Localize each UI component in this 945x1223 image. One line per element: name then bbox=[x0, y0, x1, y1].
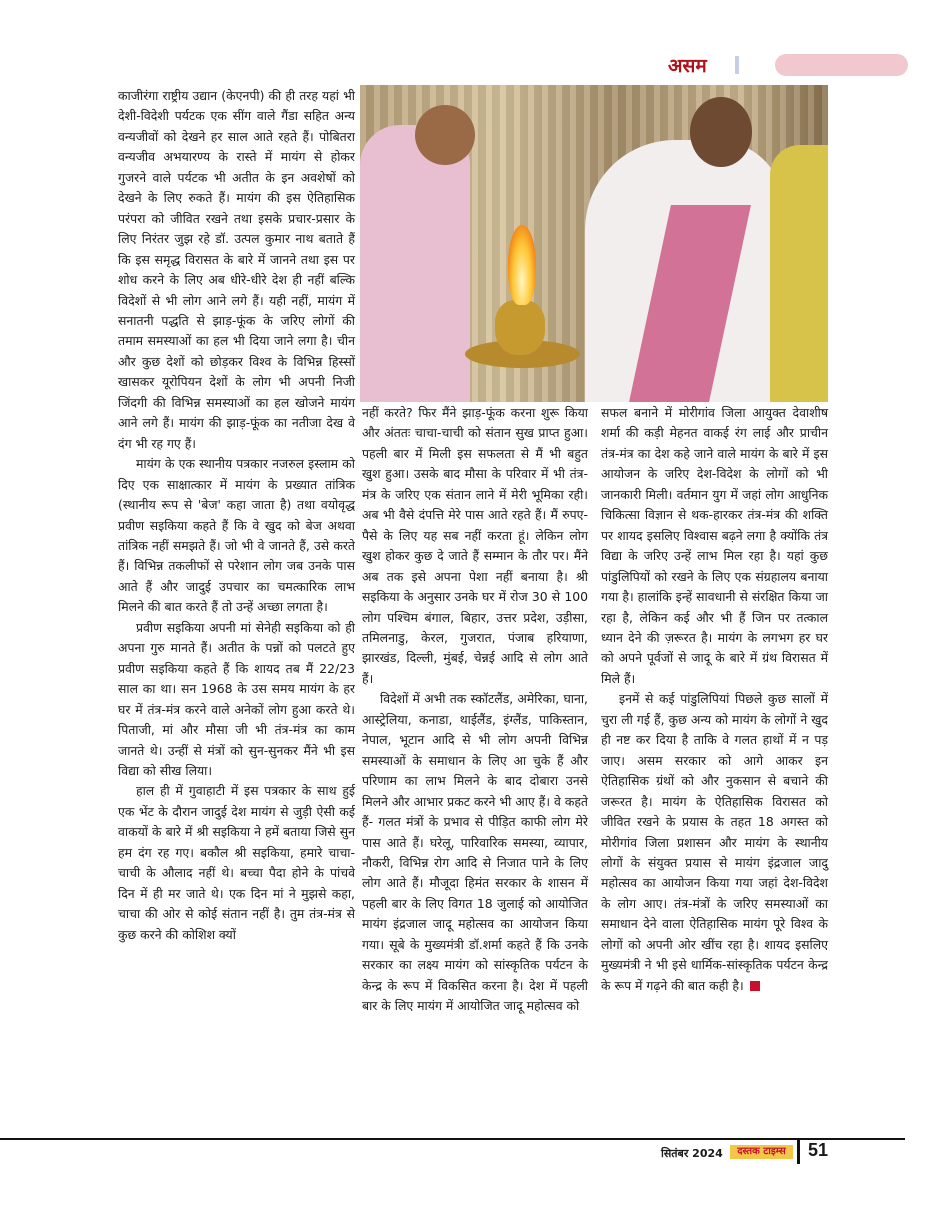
brass-lamp bbox=[495, 300, 545, 355]
paragraph: विदेशों में अभी तक स्कॉटलैंड, अमेरिका, घाना, आस्ट्रेलिया, कनाडा, थाईलैंड, इंग्लैंड, पाकिस्तान, नेपाल, भूटान आदि से भी लोग अपनी विभिन्न समस्याओं के समाधान के लिए आ चुके हैं और परिणाम का लाभ मिलने के बाद दोबारा उनसे मिलने और आभार प्रकट करने भी आए हैं। वे कहते हैं- गलत मंत्रों के प्रभाव से पीड़ित काफी लोग मेरे पास आते हैं। घरेलू, पारिवारिक समस्या, व्यापार, नौकरी, विभिन्न रोग आदि से निजात पाने के लिए लोग आते हैं। मौजूदा हिमंत सरकार के शासन में पहली बार के लिए विगत 18 जुलाई को आयोजित मायंग इंद्रजाल जादू महोत्सव का आयोजन किया गया। सूबे के मुख्यमंत्री डॉ.शर्मा कहते हैं कि उनके सरकार का लक्ष्य मायंग को सांस्कृतिक पर्यटन के केन्द्र के रूप में विकसित करना है। देश में पहली बार के लिए मायंग में आयोजित जादू महोत्सव को bbox=[362, 691, 588, 1014]
section-divider bbox=[735, 56, 739, 74]
hand bbox=[415, 105, 475, 165]
flame-icon bbox=[508, 225, 536, 305]
paragraph-last bbox=[601, 689, 828, 996]
person-left bbox=[360, 125, 470, 402]
section-label: असम bbox=[668, 55, 707, 77]
paragraph: सफल बनाने में मोरीगांव जिला आयुक्त देवाशीष शर्मा की कड़ी मेहनत वाकई रंग लाई और प्राचीन तंत्र-मंत्र का देश कहे जाने वाले मायंग के बारे में इस आयोजन के जरिए देश-विदेश के लोगों को भी जानकारी मिली। वर्तमान युग में जहां लोग आधुनिक चिकित्सा विज्ञान से थक-हारकर तंत्र-मंत्र की शक्ति पर शायद इसलिए विश्वास बढ़ने लगा है क्योंकि तंत्र विद्या के जरिए उन्हें लाभ मिल रहा है। यहां कुछ पांडुलिपियों को रखने के लिए एक संग्रहालय बनाया गया है। हालांकि इन्हें सावधानी से संरक्षित किया जा रहा है, लेकिन कई और भी हैं जिन पर तत्काल ध्यान देने की ज़रूरत है। मायंग के लगभग हर घर को अपने पूर्वजों से जादू के बारे में ग्रंथ विरासत में मिले हैं। bbox=[601, 405, 828, 686]
footer-divider bbox=[797, 1138, 800, 1164]
paragraph: नहीं करते? फिर मैंने झाड़-फूंक करना शुरू किया और अंततः चाचा-चाची को संतान सुख प्राप्त हुआ। पहली बार में मिली इस सफलता से मैं भी बहुत खुश हुआ। उसके बाद मौसा के परिवार में भी तंत्र-मंत्र के जरिए एक संतान लाने में मेरी भूमिका रही। अब भी वैसे दंपत्ति मेरे पास आते रहते हैं। मैं रुपए-पैसे के लिए यह सब नहीं करता हूं। लेकिन लोग खुश होकर कुछ दे जाते हैं सम्मान के तौर पर। मैंने अब तक इसे अपना पेशा नहीं बनाया है। श्री सइकिया के अनुसार उनके घर में रोज 30 से 100 लोग पश्चिम बंगाल, बिहार, उत्तर प्रदेश, उड़ीसा, तमिलनाडु, केरल, गुजरात, पंजाब हरियाणा, झारखंड, दिल्ली, मुंबई, चेन्नई आदि से लोग आते हैं। bbox=[362, 405, 588, 686]
paragraph: मायंग के एक स्थानीय पत्रकार नजरुल इस्लाम को दिए एक साक्षात्कार में मायंग के प्रख्यात तांत्रिक (स्थानीय रूप से 'बेज' कहा जाता है) तथा वयोवृद्ध प्रवीण सइकिया कहते हैं कि वे खुद को बेज अथवा तांत्रिक नहीं समझते हैं। जो भी वे जानते हैं, उसे करते हैं। विभिन्न तकलीफों से परेशान लोग जब उनके पास आते हैं और जादुई उपचार का चमत्कारिक लाभ मिलने की बात करते हैं तो उन्हें अच्छा लगता है। bbox=[118, 456, 355, 615]
paragraph: हाल ही में गुवाहाटी में इस पत्रकार के साथ हुई एक भेंट के दौरान जादुई देश मायंग से जुड़ी ऐसी कई वाकयों के बारे में श्री सइकिया ने हमें बताया जिसे सुन हम दंग रह गए। बकौल श्री सइकिया, हमारे चाचा-चाची के औलाद नहीं थे। बच्चा पैदा होने के पांचवे दिन में ही मर जाते थे। एक दिन मां ने मुझसे कहा, चाचा की ओर से कोई संतान नहीं है। तुम तंत्र-मंत्र से कुछ करने की कोशिश क्यों bbox=[118, 783, 355, 942]
person-right bbox=[770, 145, 828, 402]
end-mark-icon bbox=[750, 981, 760, 991]
page-number: 51 bbox=[808, 1140, 829, 1160]
paragraph: प्रवीण सइकिया अपनी मां सेनेही सइकिया को ही अपना गुरु मानते हैं। अतीत के पन्नों को पलटते हुए प्रवीण सइकिया कहते हैं कि शायद तब मैं 22/23 साल का था। सन 1968 के उस समय मायंग के हर घर में तंत्र-मंत्र करने वाले अनेकों लोग हुआ करते थे। पिताजी, मां और मौसा जी भी तंत्र-मंत्र का काम जानते थे। उन्हीं से मंत्रों को सुन-सुनकर मैंने भी इस विद्या को सीख लिया। bbox=[118, 619, 355, 778]
article-column-2 bbox=[362, 403, 588, 1017]
header-pill-decoration bbox=[775, 54, 908, 76]
paragraph: काजीरंगा राष्ट्रीय उद्यान (केएनपी) की ही तरह यहां भी देशी-विदेशी पर्यटक एक सींग वाले गैंडा सहित अन्य वन्यजीवों को देखने हर साल आते रहते हैं। पोबितरा वन्यजीव अभयारण्य के रास्ते में मायंग से होकर गुजरने वाले पर्यटक भी अतीत के इन अवशेषों को देखने के लिए रुकते हैं। मायंग की इस ऐतिहासिक परंपरा को जीवित रखने तथा इसके प्रचार-प्रसार के लिए निरंतर जुझ रहे डॉ. उत्पल कुमार नाथ बताते हैं कि इस समृद्ध विरासत के बारे में जानने तथा इस पर शोध करने के लिए अब धीरे-धीरे देश ही नहीं बल्कि विदेशों से भी लोग आने लगे हैं। यही नहीं, मायंग में सनातनी पद्धति से झाड़-फूंक के जरिए लोगों की तमाम समस्याओं का हल भी दिया जाने लगा है। चीन और कुछ देशों को छोड़कर विश्व के विभिन्न हिस्सों खासकर यूरोपियन देशों के लोग भी अपनी निजी जिंदगी की विभिन्न समस्याओं का हल खोजने मायंग आने लगे हैं। मायंग की झाड़-फूंक का नतीजा देख वे दंग भी रह गए हैं। bbox=[118, 88, 355, 451]
magazine-logo: दस्तक टाइम्स bbox=[730, 1145, 793, 1159]
footer-rule bbox=[0, 1138, 905, 1140]
article-column-1 bbox=[118, 86, 355, 945]
article-photo bbox=[360, 85, 828, 402]
issue-date: सितंबर 2024 bbox=[661, 1147, 723, 1160]
paragraph-text: इनमें से कई पांडुलिपियां पिछले कुछ सालों में चुरा ली गई हैं, कुछ अन्य को मायंग के लोगों ने खुद ही नष्ट कर दिया है ताकि वे गलत हाथों में न पड़ जाए। असम सरकार को आगे आकर इन ऐतिहासिक ग्रंथों को और नुकसान से बचाने की जरूरत है। मायंग के ऐतिहासिक विरासत को जीवित रखने के प्रयास के तहत 18 अगस्त को मोरीगांव जिला प्रशासन और मायंग के स्थानीय लोगों के संयुक्त प्रयास से मायंग इंद्रजाल जादु महोत्सव का आयोजन किया गया जहां देश-विदेश के लोग आए। तंत्र-मंत्रों के जरिए समस्याओं का समाधान देने वाला ऐतिहासिक मायंग पूरे विश्व के लोगों को अपनी ओर खींच रहा है। शायद इसलिए मुख्यमंत्री ने भी इसे धार्मिक-सांस्कृतिक पर्यटन केन्द्र के रूप में गढ़ने की बात कही है। bbox=[601, 691, 828, 993]
article-column-3 bbox=[601, 403, 828, 996]
woman-head bbox=[690, 97, 752, 167]
